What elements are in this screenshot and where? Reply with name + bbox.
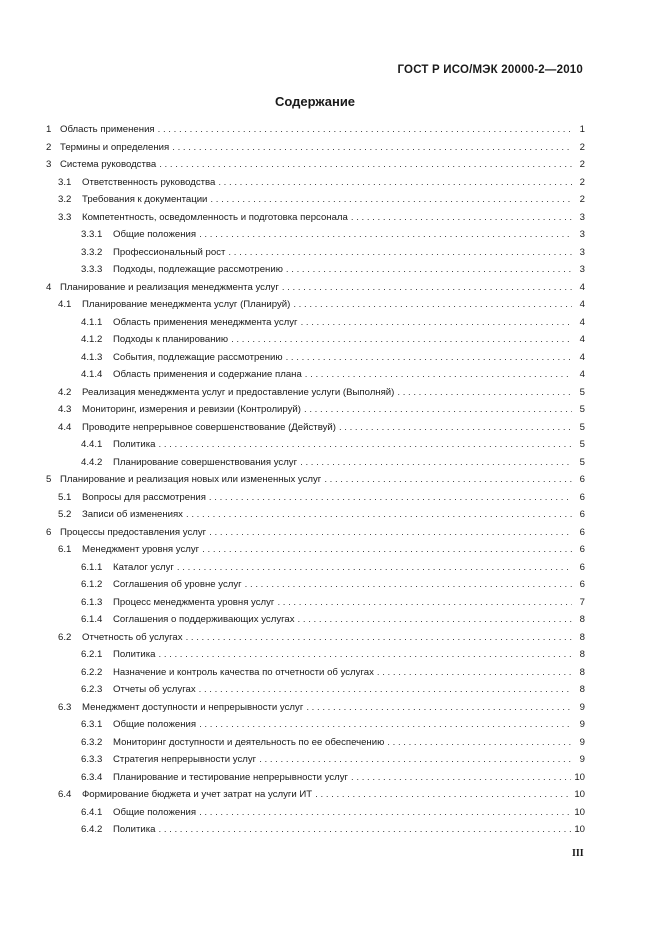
- toc-entry[interactable]: [46, 629, 585, 647]
- toc-entry-label: Требования к документации: [82, 194, 208, 205]
- toc-entry-page: 5: [579, 404, 585, 415]
- toc-entry[interactable]: [46, 244, 585, 262]
- toc-entry-number: 6.3: [58, 701, 72, 713]
- dot-leader: [209, 524, 572, 542]
- toc-entry-label: Подходы к планированию: [113, 334, 229, 345]
- toc-entry-label: Ответственность руководства: [82, 176, 216, 188]
- toc-entry-label: Соглашения об уровне услуг: [113, 579, 242, 590]
- toc-entry-number: 5: [46, 474, 52, 485]
- toc-entry-number: 4.1.2: [81, 334, 103, 345]
- toc-entry[interactable]: [46, 314, 585, 332]
- toc-entry-label: Реализация менеджмента услуг и предоставление услуги (Выполняй): [82, 386, 395, 398]
- toc-entry-page: 6: [579, 561, 585, 573]
- toc-entry-page: 5: [579, 421, 585, 433]
- toc-entry[interactable]: [46, 524, 585, 542]
- toc-entry-number: 6.1.1: [81, 561, 103, 573]
- toc-entry-number: 6.2.2: [81, 666, 103, 678]
- toc-entry-label: Термины и определения: [60, 141, 170, 153]
- toc-entry-label: Соглашения о поддерживающих услугах: [113, 614, 295, 625]
- toc-entry-page: 3: [579, 211, 585, 223]
- dot-leader: [218, 174, 572, 192]
- toc-entry-page: 6: [579, 491, 585, 503]
- toc-entry-number: 6.3.1: [81, 719, 103, 730]
- toc-entry-page: 5: [579, 439, 585, 450]
- toc-entry-page: 3: [579, 229, 585, 240]
- toc-entry-page: 4: [579, 299, 585, 310]
- toc-entry-number: 6.1.4: [81, 614, 103, 625]
- toc-entry-page: 8: [579, 649, 585, 660]
- toc-entry-page: 7: [579, 596, 585, 608]
- toc-entry-page: 9: [579, 701, 585, 713]
- toc-entry-number: 4.3: [58, 404, 72, 415]
- toc-entry[interactable]: [46, 821, 585, 839]
- dot-leader: [172, 139, 572, 157]
- toc-entry[interactable]: [46, 559, 585, 577]
- dot-leader: [387, 734, 572, 752]
- toc-entry-page: 8: [579, 666, 585, 678]
- toc-entry-number: 4.4.2: [81, 456, 103, 468]
- toc-entry-label: Область применения и содержание плана: [113, 369, 302, 380]
- dot-leader: [305, 366, 572, 384]
- toc-entry-label: Процессы предоставления услуг: [60, 526, 207, 538]
- toc-entry-label: Мониторинг доступности и деятельность по ее обеспечению: [113, 736, 385, 748]
- toc-entry-page: 10: [574, 771, 585, 783]
- dot-leader: [228, 244, 572, 262]
- dot-leader: [199, 226, 572, 244]
- dot-leader: [177, 559, 572, 577]
- toc-entry-page: 8: [579, 614, 585, 625]
- page-number: III: [572, 848, 584, 859]
- dot-leader: [351, 209, 572, 227]
- toc-entry-label: Подходы, подлежащие рассмотрению: [113, 264, 283, 275]
- dot-leader: [315, 786, 571, 804]
- toc-entry-number: 6.1: [58, 544, 72, 555]
- toc-entry[interactable]: [46, 471, 585, 489]
- toc-entry[interactable]: [46, 419, 585, 437]
- toc-entry[interactable]: [46, 646, 585, 664]
- toc-entry-label: Профессиональный рост: [113, 246, 226, 258]
- toc-entry[interactable]: [46, 401, 585, 419]
- dot-leader: [245, 576, 572, 594]
- toc-entry-page: 9: [579, 736, 585, 748]
- toc-entry-page: 2: [579, 141, 585, 153]
- dot-leader: [158, 646, 572, 664]
- dot-leader: [202, 541, 572, 559]
- toc-entry-label: Планирование менеджмента услуг (Планируй): [82, 299, 291, 310]
- toc-entry-page: 8: [579, 631, 585, 643]
- dot-leader: [324, 471, 572, 489]
- toc-entry-number: 3: [46, 159, 52, 170]
- toc-entry-number: 4: [46, 281, 52, 293]
- toc-entry-number: 3.3.3: [81, 264, 103, 275]
- toc-entry-page: 5: [579, 386, 585, 398]
- dot-leader: [306, 699, 572, 717]
- toc-entry-number: 3.3.2: [81, 246, 103, 258]
- toc-entry-label: Проводите непрерывное совершенствование (Действуй): [82, 421, 336, 433]
- toc-entry[interactable]: [46, 156, 585, 174]
- dot-leader: [186, 506, 572, 524]
- dot-leader: [209, 489, 572, 507]
- toc-entry[interactable]: [46, 454, 585, 472]
- dot-leader: [199, 716, 572, 734]
- toc-entry-page: 6: [579, 579, 585, 590]
- dot-leader: [339, 419, 572, 437]
- toc-entry-page: 4: [579, 369, 585, 380]
- toc-entry[interactable]: [46, 436, 585, 454]
- toc-entry-label: Процесс менеджмента уровня услуг: [113, 596, 275, 608]
- dot-leader: [286, 261, 572, 279]
- toc-entry-number: 4.1: [58, 299, 72, 310]
- toc-entry[interactable]: [46, 349, 585, 367]
- toc-entry-page: 2: [579, 194, 585, 205]
- toc-entry-label: Планирование и реализация новых или измененных услуг: [60, 474, 322, 485]
- toc-entry-page: 6: [579, 474, 585, 485]
- toc-entry-label: Область применения: [60, 124, 155, 135]
- dot-leader: [377, 664, 572, 682]
- toc-entry[interactable]: [46, 804, 585, 822]
- dot-leader: [210, 191, 572, 209]
- toc-entry-page: 8: [579, 684, 585, 695]
- toc-entry-label: Планирование и реализация менеджмента услуг: [60, 281, 279, 293]
- toc-entry-number: 3.3.1: [81, 229, 103, 240]
- toc-entry-page: 1: [579, 124, 585, 135]
- toc-entry-number: 4.4.1: [81, 439, 103, 450]
- toc-entry[interactable]: [46, 261, 585, 279]
- toc-entry-number: 5.2: [58, 509, 72, 520]
- toc-entry-number: 1: [46, 124, 52, 135]
- toc-entry-label: Мониторинг, измерения и ревизии (Контролируй): [82, 404, 301, 415]
- toc-entry-number: 6.4: [58, 789, 72, 800]
- toc-entry[interactable]: [46, 769, 585, 787]
- toc-entry[interactable]: [46, 366, 585, 384]
- dot-leader: [158, 121, 572, 139]
- toc-entry[interactable]: [46, 751, 585, 769]
- dot-leader: [199, 804, 571, 822]
- toc-entry[interactable]: [46, 681, 585, 699]
- toc-entry[interactable]: [46, 384, 585, 402]
- toc-entry[interactable]: [46, 296, 585, 314]
- toc-entry-label: Общие положения: [113, 229, 197, 240]
- dot-leader: [351, 769, 571, 787]
- toc-title: Содержание: [274, 94, 356, 109]
- toc-entry-label: Общие положения: [113, 806, 197, 818]
- toc-entry[interactable]: [46, 541, 585, 559]
- toc-entry-label: Назначение и контроль качества по отчетности об услугах: [113, 666, 374, 678]
- toc-entry-number: 4.4: [58, 421, 72, 433]
- toc-entry-page: 5: [579, 456, 585, 468]
- toc-entry-page: 2: [579, 159, 585, 170]
- toc-entry-label: Стратегия непрерывности услуг: [113, 754, 257, 765]
- toc-entry[interactable]: [46, 209, 585, 227]
- toc-entry-number: 6: [46, 526, 52, 538]
- dot-leader: [186, 629, 572, 647]
- toc-entry-number: 6.4.1: [81, 806, 103, 818]
- toc-entry-number: 6.4.2: [81, 824, 103, 835]
- toc-entry[interactable]: [46, 331, 585, 349]
- toc-entry-number: 3.1: [58, 176, 72, 188]
- toc-entry-label: Компетентность, осведомленность и подготовка персонала: [82, 211, 348, 223]
- toc-entry-label: События, подлежащие рассмотрению: [113, 351, 283, 363]
- toc-entry-number: 3.2: [58, 194, 72, 205]
- toc-entry[interactable]: [46, 716, 585, 734]
- toc-entry-page: 4: [579, 334, 585, 345]
- toc-entry-page: 10: [574, 806, 585, 818]
- toc-entry-page: 4: [579, 351, 585, 363]
- toc-entry-page: 9: [579, 719, 585, 730]
- toc-entry[interactable]: [46, 489, 585, 507]
- toc-entry-label: Отчетность об услугах: [82, 631, 183, 643]
- toc-entry-label: Отчеты об услугах: [113, 684, 196, 695]
- dot-leader: [277, 594, 572, 612]
- toc-entry[interactable]: [46, 279, 585, 297]
- dot-leader: [158, 436, 572, 454]
- dot-leader: [293, 296, 572, 314]
- toc-entry-page: 9: [579, 754, 585, 765]
- toc-entry-page: 3: [579, 264, 585, 275]
- toc-entry-label: Формирование бюджета и учет затрат на услуги ИТ: [82, 789, 313, 800]
- toc-entry-label: Планирование совершенствования услуг: [113, 456, 298, 468]
- toc-entry-page: 10: [574, 789, 585, 800]
- toc-entry-label: Область применения менеджмента услуг: [113, 316, 298, 328]
- toc-entry-label: Политика: [113, 439, 156, 450]
- toc-entry-label: Политика: [113, 824, 156, 835]
- toc-entry-label: Планирование и тестирование непрерывности услуг: [113, 771, 349, 783]
- toc-entry-page: 2: [579, 176, 585, 188]
- toc-entry-number: 6.2: [58, 631, 72, 643]
- toc-entry-number: 4.2: [58, 386, 72, 398]
- toc-entry-label: Общие положения: [113, 719, 197, 730]
- toc-entry-label: Записи об изменениях: [82, 509, 183, 520]
- dot-leader: [301, 314, 572, 332]
- dot-leader: [304, 401, 572, 419]
- toc-entry-page: 6: [579, 509, 585, 520]
- toc-entry[interactable]: [46, 699, 585, 717]
- toc-entry[interactable]: [46, 664, 585, 682]
- toc-entry-number: 2: [46, 141, 52, 153]
- table-of-contents: [46, 121, 585, 839]
- toc-entry-label: Менеджмент доступности и непрерывности услуг: [82, 701, 304, 713]
- toc-entry-number: 6.3.2: [81, 736, 103, 748]
- dot-leader: [159, 156, 572, 174]
- toc-entry-number: 4.1.3: [81, 351, 103, 363]
- toc-entry-number: 6.3.4: [81, 771, 103, 783]
- toc-entry-number: 6.1.2: [81, 579, 103, 590]
- toc-entry-number: 6.3.3: [81, 754, 103, 765]
- toc-entry-number: 3.3: [58, 211, 72, 223]
- toc-entry[interactable]: [46, 786, 585, 804]
- toc-entry[interactable]: [46, 226, 585, 244]
- toc-entry[interactable]: [46, 576, 585, 594]
- toc-entry[interactable]: [46, 734, 585, 752]
- toc-entry-number: 6.2.3: [81, 684, 103, 695]
- dot-leader: [397, 384, 572, 402]
- toc-entry[interactable]: [46, 191, 585, 209]
- dot-leader: [231, 331, 572, 349]
- toc-entry[interactable]: [46, 174, 585, 192]
- toc-entry-label: Система руководства: [60, 159, 157, 170]
- toc-entry-page: 4: [579, 281, 585, 293]
- document-standard-header: ГОСТ Р ИСО/МЭК 20000-2—2010: [397, 64, 583, 76]
- dot-leader: [199, 681, 572, 699]
- dot-leader: [259, 751, 572, 769]
- toc-entry[interactable]: [46, 139, 585, 157]
- toc-entry-page: 6: [579, 526, 585, 538]
- toc-entry-page: 10: [574, 824, 585, 835]
- toc-entry[interactable]: [46, 121, 585, 139]
- toc-entry-number: 6.2.1: [81, 649, 103, 660]
- toc-entry-page: 6: [579, 544, 585, 555]
- toc-entry-page: 4: [579, 316, 585, 328]
- toc-entry-label: Каталог услуг: [113, 561, 174, 573]
- toc-entry-number: 6.1.3: [81, 596, 103, 608]
- toc-entry-page: 3: [579, 246, 585, 258]
- toc-entry[interactable]: [46, 594, 585, 612]
- dot-leader: [282, 279, 572, 297]
- dot-leader: [300, 454, 572, 472]
- toc-entry-label: Политика: [113, 649, 156, 660]
- toc-entry-number: 5.1: [58, 491, 72, 503]
- dot-leader: [286, 349, 572, 367]
- dot-leader: [158, 821, 571, 839]
- toc-entry-label: Менеджмент уровня услуг: [82, 544, 200, 555]
- toc-entry[interactable]: [46, 611, 585, 629]
- toc-entry-label: Вопросы для рассмотрения: [82, 491, 206, 503]
- toc-entry-number: 4.1.4: [81, 369, 103, 380]
- toc-entry[interactable]: [46, 506, 585, 524]
- toc-entry-number: 4.1.1: [81, 316, 103, 328]
- dot-leader: [298, 611, 572, 629]
